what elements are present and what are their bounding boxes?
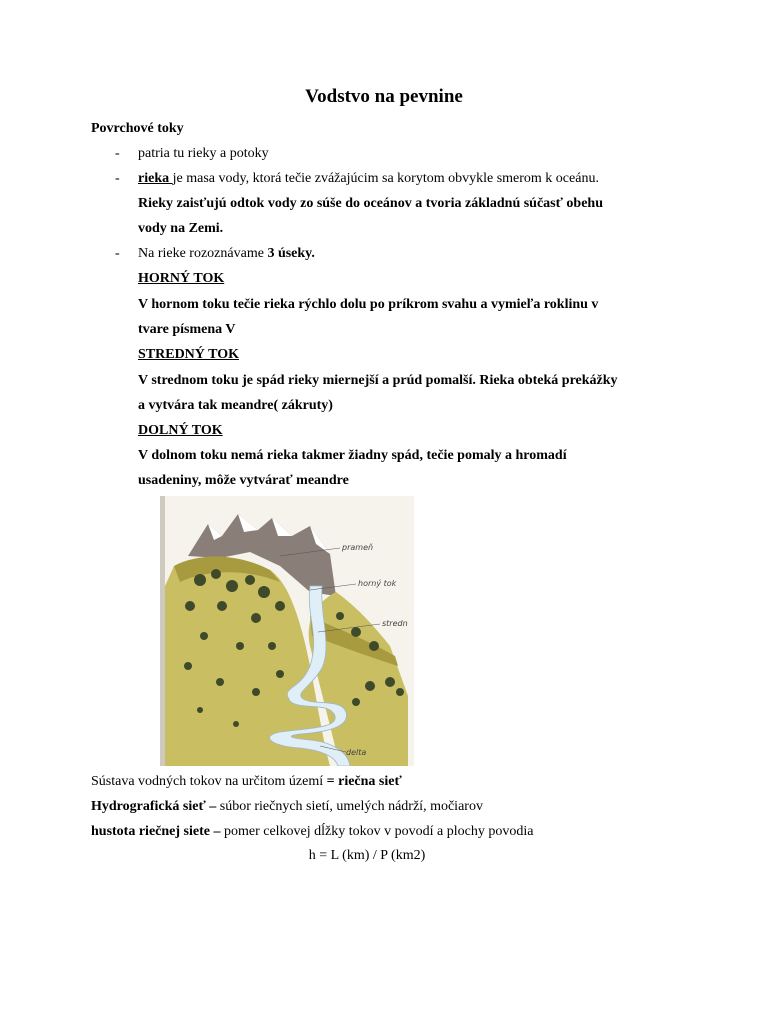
river-network-text: Sústava vodných tokov na určitom území [91,774,327,789]
label-middle-course: stredn [382,619,408,628]
lower-course-heading: DOLNÝ TOK [138,423,223,438]
lower-course-line-2: usadeniny, môže vytvárať meandre [138,473,349,488]
middle-course-heading: STREDNÝ TOK [138,347,240,362]
bullet-dash: - [115,246,120,261]
term-rieka: rieka [138,171,173,186]
illustration-edge [160,496,165,766]
lower-course-line-1: V dolnom toku nemá rieka takmer žiadny spád, tečie pomaly a hromadí [138,448,567,463]
river-network-definition [91,773,402,791]
bullet-dash: - [115,171,120,186]
bullet-item-2 [138,170,599,188]
middle-course-line-2: a vytvára tak meandre( zákruty) [138,398,333,413]
bullet-item-1: patria tu rieky a potoky [138,146,269,161]
density-formula: h = L (km) / P (km2) [308,848,426,863]
middle-course-line-1: V strednom toku je spád rieky miernejší a prúd pomalší. Rieka obteká prekážky [138,373,618,388]
river-network-term: = riečna sieť [326,774,402,789]
density-term: hustota riečnej siete – [91,824,224,839]
density-definition [91,823,533,841]
bullet-item-2-line-2: Rieky zaisťujú odtok vody zo súše do oceánov a tvoria základnú súčasť obehu [138,196,603,211]
page-title: Vodstvo na pevnine [305,86,463,107]
density-text: pomer celkovej dĺžky tokov v povodí a plochy povodia [223,824,534,839]
bullet-item-3 [138,245,315,263]
bullet-item-3-bold: 3 úseky. [267,246,315,261]
hydrographic-network-term: Hydrografická sieť – [91,799,220,814]
bullet-item-3-text: Na rieke rozoznávame [138,246,268,261]
upper-course-heading: HORNÝ TOK [138,271,225,286]
bullet-dash: - [115,146,120,161]
label-source: prameň [342,543,374,552]
label-delta: delta [346,748,367,757]
hydrographic-network-text: súbor riečnych sietí, umelých nádrží, močiarov [219,799,483,814]
term-rieka-definition: je masa vody, ktorá tečie zvážajúcim sa korytom obvykle smerom k oceánu. [172,171,599,186]
label-upper-course: horný tok [358,579,397,588]
upper-course-line-2: tvare písmena V [138,322,236,337]
section-heading: Povrchové toky [91,121,184,136]
hydrographic-network-definition [91,798,483,816]
bullet-item-2-line-3: vody na Zemi. [138,221,224,236]
river-course-illustration [160,496,414,766]
upper-course-line-1: V hornom toku tečie rieka rýchlo dolu po príkrom svahu a vymieľa roklinu v [138,297,599,312]
